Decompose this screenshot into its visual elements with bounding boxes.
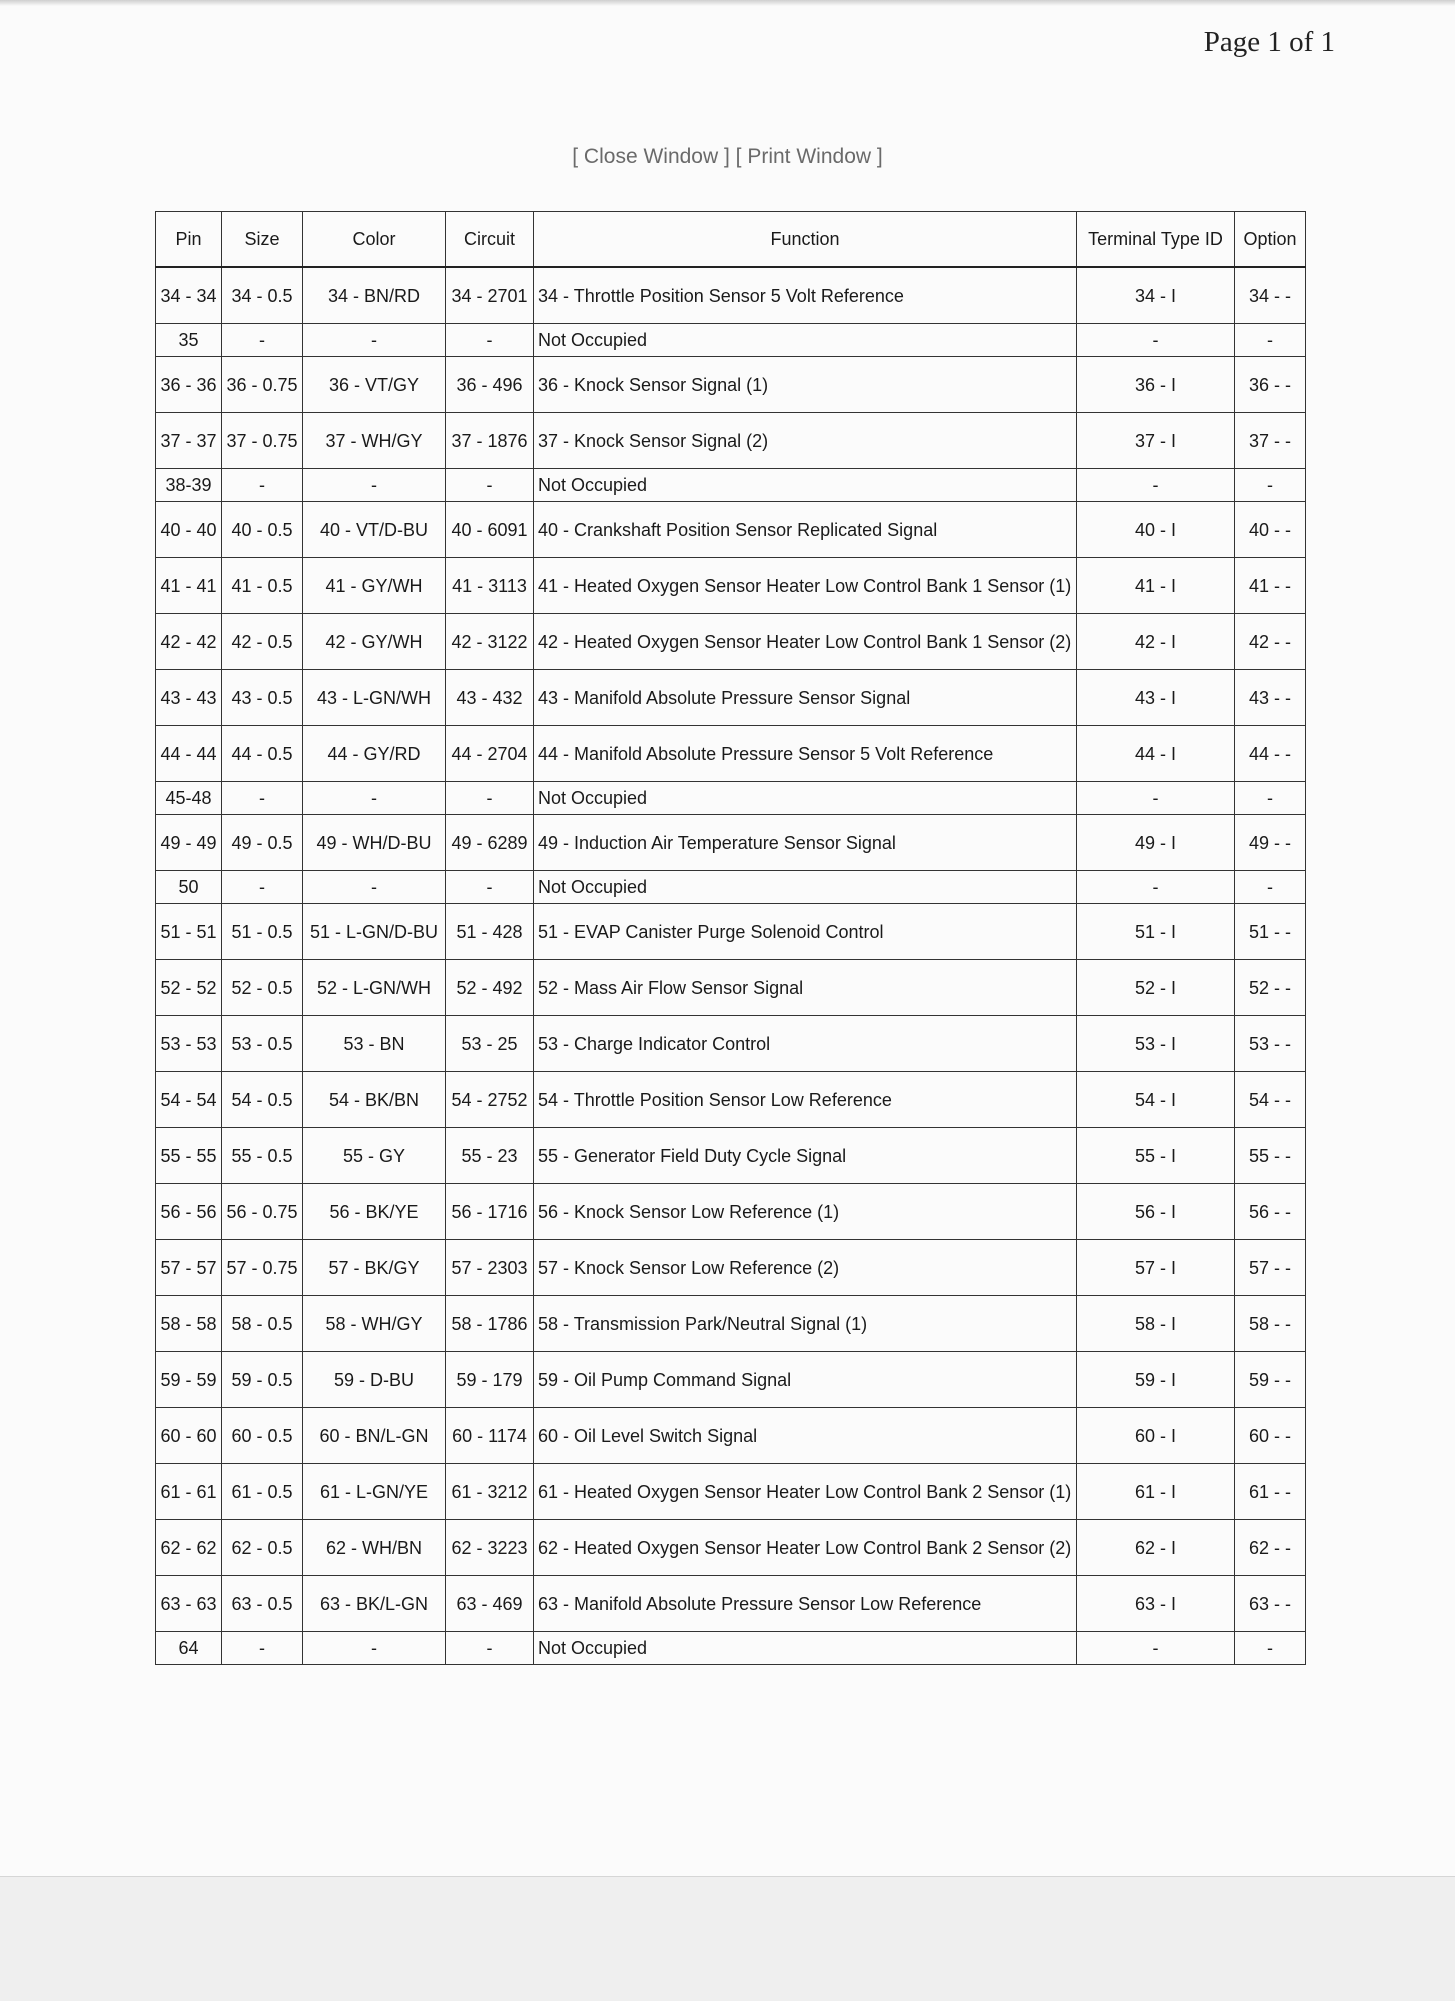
cell-terminal: - <box>1077 469 1235 502</box>
cell-option: - <box>1235 1632 1306 1665</box>
table-row <box>156 502 1306 558</box>
table-row <box>156 558 1306 614</box>
cell-terminal: 34 - I <box>1077 267 1235 324</box>
cell-terminal: 41 - I <box>1077 558 1235 614</box>
table-row <box>156 614 1306 670</box>
cell-option: 51 - - <box>1235 904 1306 960</box>
cell-function: 53 - Charge Indicator Control <box>534 1016 1077 1072</box>
cell-circuit: 56 - 1716 <box>446 1184 534 1240</box>
cell-pin: 37 - 37 <box>156 413 222 469</box>
cell-circuit: 37 - 1876 <box>446 413 534 469</box>
cell-option: 34 - - <box>1235 267 1306 324</box>
cell-function: 42 - Heated Oxygen Sensor Heater Low Control Bank 1 Sensor (2) <box>534 614 1077 670</box>
cell-option: 53 - - <box>1235 1016 1306 1072</box>
cell-size: 60 - 0.5 <box>222 1408 303 1464</box>
cell-size: 52 - 0.5 <box>222 960 303 1016</box>
table-row <box>156 267 1306 324</box>
scan-top-edge <box>0 0 1455 6</box>
cell-size: 51 - 0.5 <box>222 904 303 960</box>
cell-color: 41 - GY/WH <box>303 558 446 614</box>
cell-function: Not Occupied <box>534 1632 1077 1665</box>
cell-pin: 53 - 53 <box>156 1016 222 1072</box>
cell-terminal: 63 - I <box>1077 1576 1235 1632</box>
cell-pin: 52 - 52 <box>156 960 222 1016</box>
cell-function: 43 - Manifold Absolute Pressure Sensor Signal <box>534 670 1077 726</box>
table-row <box>156 960 1306 1016</box>
cell-pin: 44 - 44 <box>156 726 222 782</box>
cell-pin: 42 - 42 <box>156 614 222 670</box>
cell-circuit: 49 - 6289 <box>446 815 534 871</box>
cell-pin: 60 - 60 <box>156 1408 222 1464</box>
cell-color: 63 - BK/L-GN <box>303 1576 446 1632</box>
cell-option: 37 - - <box>1235 413 1306 469</box>
cell-pin: 50 <box>156 871 222 904</box>
cell-circuit: 58 - 1786 <box>446 1296 534 1352</box>
table-row <box>156 782 1306 815</box>
cell-size: 41 - 0.5 <box>222 558 303 614</box>
table-row <box>156 1296 1306 1352</box>
cell-terminal: 59 - I <box>1077 1352 1235 1408</box>
cell-size: - <box>222 782 303 815</box>
cell-pin: 41 - 41 <box>156 558 222 614</box>
cell-function: Not Occupied <box>534 782 1077 815</box>
cell-size: 62 - 0.5 <box>222 1520 303 1576</box>
window-links <box>0 145 1455 169</box>
cell-function: Not Occupied <box>534 469 1077 502</box>
cell-color: 54 - BK/BN <box>303 1072 446 1128</box>
cell-pin: 55 - 55 <box>156 1128 222 1184</box>
scan-bottom-strip <box>0 1876 1455 2001</box>
cell-terminal: 40 - I <box>1077 502 1235 558</box>
cell-terminal: 61 - I <box>1077 1464 1235 1520</box>
table-row <box>156 1408 1306 1464</box>
cell-function: 49 - Induction Air Temperature Sensor Signal <box>534 815 1077 871</box>
cell-terminal: 58 - I <box>1077 1296 1235 1352</box>
cell-terminal: 55 - I <box>1077 1128 1235 1184</box>
cell-circuit: - <box>446 324 534 357</box>
cell-color: 59 - D-BU <box>303 1352 446 1408</box>
cell-color: 56 - BK/YE <box>303 1184 446 1240</box>
cell-pin: 64 <box>156 1632 222 1665</box>
cell-color: - <box>303 871 446 904</box>
cell-color: 34 - BN/RD <box>303 267 446 324</box>
cell-circuit: 63 - 469 <box>446 1576 534 1632</box>
cell-option: 56 - - <box>1235 1184 1306 1240</box>
cell-option: - <box>1235 871 1306 904</box>
cell-circuit: 59 - 179 <box>446 1352 534 1408</box>
table-row <box>156 1016 1306 1072</box>
cell-pin: 40 - 40 <box>156 502 222 558</box>
cell-function: 41 - Heated Oxygen Sensor Heater Low Control Bank 1 Sensor (1) <box>534 558 1077 614</box>
cell-function: Not Occupied <box>534 324 1077 357</box>
cell-circuit: 36 - 496 <box>446 357 534 413</box>
cell-circuit: 42 - 3122 <box>446 614 534 670</box>
pin-table <box>155 211 1306 1665</box>
table-row <box>156 469 1306 502</box>
cell-size: 59 - 0.5 <box>222 1352 303 1408</box>
cell-size: 55 - 0.5 <box>222 1128 303 1184</box>
cell-option: - <box>1235 324 1306 357</box>
cell-circuit: 61 - 3212 <box>446 1464 534 1520</box>
cell-color: 36 - VT/GY <box>303 357 446 413</box>
cell-option: 63 - - <box>1235 1576 1306 1632</box>
cell-circuit: 54 - 2752 <box>446 1072 534 1128</box>
cell-terminal: 49 - I <box>1077 815 1235 871</box>
header-color: Color <box>303 212 446 268</box>
cell-circuit: - <box>446 1632 534 1665</box>
cell-option: 57 - - <box>1235 1240 1306 1296</box>
cell-circuit: 51 - 428 <box>446 904 534 960</box>
cell-color: 49 - WH/D-BU <box>303 815 446 871</box>
cell-pin: 61 - 61 <box>156 1464 222 1520</box>
cell-size: 34 - 0.5 <box>222 267 303 324</box>
cell-option: 60 - - <box>1235 1408 1306 1464</box>
cell-pin: 38-39 <box>156 469 222 502</box>
table-row <box>156 1352 1306 1408</box>
cell-size: 40 - 0.5 <box>222 502 303 558</box>
cell-pin: 35 <box>156 324 222 357</box>
table-row <box>156 726 1306 782</box>
cell-circuit: 55 - 23 <box>446 1128 534 1184</box>
cell-color: 42 - GY/WH <box>303 614 446 670</box>
cell-pin: 62 - 62 <box>156 1520 222 1576</box>
header-option: Option <box>1235 212 1306 268</box>
cell-function: 44 - Manifold Absolute Pressure Sensor 5 Volt Reference <box>534 726 1077 782</box>
cell-terminal: 56 - I <box>1077 1184 1235 1240</box>
cell-option: 52 - - <box>1235 960 1306 1016</box>
cell-size: - <box>222 871 303 904</box>
table-row <box>156 1632 1306 1665</box>
cell-color: 53 - BN <box>303 1016 446 1072</box>
cell-size: 53 - 0.5 <box>222 1016 303 1072</box>
cell-size: 42 - 0.5 <box>222 614 303 670</box>
cell-size: 61 - 0.5 <box>222 1464 303 1520</box>
cell-terminal: - <box>1077 324 1235 357</box>
table-row <box>156 1072 1306 1128</box>
cell-option: 58 - - <box>1235 1296 1306 1352</box>
cell-size: 54 - 0.5 <box>222 1072 303 1128</box>
cell-color: 40 - VT/D-BU <box>303 502 446 558</box>
cell-color: 55 - GY <box>303 1128 446 1184</box>
table-row <box>156 357 1306 413</box>
cell-circuit: 60 - 1174 <box>446 1408 534 1464</box>
cell-option: 36 - - <box>1235 357 1306 413</box>
cell-circuit: 41 - 3113 <box>446 558 534 614</box>
cell-option: 54 - - <box>1235 1072 1306 1128</box>
cell-function: 51 - EVAP Canister Purge Solenoid Control <box>534 904 1077 960</box>
header-pin: Pin <box>156 212 222 268</box>
cell-function: Not Occupied <box>534 871 1077 904</box>
cell-function: 57 - Knock Sensor Low Reference (2) <box>534 1240 1077 1296</box>
cell-pin: 36 - 36 <box>156 357 222 413</box>
cell-pin: 63 - 63 <box>156 1576 222 1632</box>
table-row <box>156 815 1306 871</box>
cell-color: 60 - BN/L-GN <box>303 1408 446 1464</box>
table-row <box>156 324 1306 357</box>
cell-size: 37 - 0.75 <box>222 413 303 469</box>
table-row <box>156 1240 1306 1296</box>
cell-terminal: 60 - I <box>1077 1408 1235 1464</box>
cell-color: - <box>303 1632 446 1665</box>
cell-size: 63 - 0.5 <box>222 1576 303 1632</box>
cell-size: - <box>222 324 303 357</box>
cell-color: 61 - L-GN/YE <box>303 1464 446 1520</box>
cell-function: 54 - Throttle Position Sensor Low Reference <box>534 1072 1077 1128</box>
cell-terminal: 51 - I <box>1077 904 1235 960</box>
cell-option: 61 - - <box>1235 1464 1306 1520</box>
cell-terminal: 42 - I <box>1077 614 1235 670</box>
header-size: Size <box>222 212 303 268</box>
cell-pin: 51 - 51 <box>156 904 222 960</box>
cell-option: 59 - - <box>1235 1352 1306 1408</box>
cell-option: 44 - - <box>1235 726 1306 782</box>
cell-function: 40 - Crankshaft Position Sensor Replicated Signal <box>534 502 1077 558</box>
cell-option: 42 - - <box>1235 614 1306 670</box>
cell-color: 52 - L-GN/WH <box>303 960 446 1016</box>
cell-terminal: - <box>1077 871 1235 904</box>
header-circuit: Circuit <box>446 212 534 268</box>
cell-color: 37 - WH/GY <box>303 413 446 469</box>
cell-function: 63 - Manifold Absolute Pressure Sensor Low Reference <box>534 1576 1077 1632</box>
cell-function: 55 - Generator Field Duty Cycle Signal <box>534 1128 1077 1184</box>
cell-function: 56 - Knock Sensor Low Reference (1) <box>534 1184 1077 1240</box>
cell-size: 43 - 0.5 <box>222 670 303 726</box>
cell-option: 62 - - <box>1235 1520 1306 1576</box>
header-terminal-type-id: Terminal Type ID <box>1077 212 1235 268</box>
cell-option: 49 - - <box>1235 815 1306 871</box>
cell-function: 37 - Knock Sensor Signal (2) <box>534 413 1077 469</box>
cell-pin: 54 - 54 <box>156 1072 222 1128</box>
cell-size: 44 - 0.5 <box>222 726 303 782</box>
cell-circuit: 40 - 6091 <box>446 502 534 558</box>
cell-circuit: 44 - 2704 <box>446 726 534 782</box>
cell-pin: 57 - 57 <box>156 1240 222 1296</box>
cell-function: 60 - Oil Level Switch Signal <box>534 1408 1077 1464</box>
cell-circuit: 57 - 2303 <box>446 1240 534 1296</box>
cell-pin: 49 - 49 <box>156 815 222 871</box>
cell-circuit: 34 - 2701 <box>446 267 534 324</box>
close-window-link[interactable]: [ Close Window ] <box>572 145 730 168</box>
cell-function: 61 - Heated Oxygen Sensor Heater Low Control Bank 2 Sensor (1) <box>534 1464 1077 1520</box>
cell-circuit: - <box>446 782 534 815</box>
cell-terminal: 57 - I <box>1077 1240 1235 1296</box>
cell-option: 43 - - <box>1235 670 1306 726</box>
table-row <box>156 1184 1306 1240</box>
table-row <box>156 871 1306 904</box>
header-function: Function <box>534 212 1077 268</box>
cell-color: - <box>303 324 446 357</box>
cell-terminal: 44 - I <box>1077 726 1235 782</box>
cell-pin: 58 - 58 <box>156 1296 222 1352</box>
table-body <box>156 267 1306 1665</box>
table-row <box>156 1576 1306 1632</box>
cell-option: 40 - - <box>1235 502 1306 558</box>
cell-terminal: 43 - I <box>1077 670 1235 726</box>
cell-circuit: 52 - 492 <box>446 960 534 1016</box>
cell-terminal: - <box>1077 782 1235 815</box>
cell-pin: 56 - 56 <box>156 1184 222 1240</box>
cell-terminal: 37 - I <box>1077 413 1235 469</box>
cell-circuit: - <box>446 469 534 502</box>
cell-size: 58 - 0.5 <box>222 1296 303 1352</box>
cell-function: 62 - Heated Oxygen Sensor Heater Low Control Bank 2 Sensor (2) <box>534 1520 1077 1576</box>
cell-terminal: 36 - I <box>1077 357 1235 413</box>
cell-size: 57 - 0.75 <box>222 1240 303 1296</box>
cell-circuit: 62 - 3223 <box>446 1520 534 1576</box>
cell-option: - <box>1235 469 1306 502</box>
cell-size: - <box>222 1632 303 1665</box>
table-row <box>156 670 1306 726</box>
cell-size: - <box>222 469 303 502</box>
cell-pin: 34 - 34 <box>156 267 222 324</box>
cell-function: 36 - Knock Sensor Signal (1) <box>534 357 1077 413</box>
cell-size: 36 - 0.75 <box>222 357 303 413</box>
cell-color: 43 - L-GN/WH <box>303 670 446 726</box>
cell-option: - <box>1235 782 1306 815</box>
cell-circuit: 43 - 432 <box>446 670 534 726</box>
table-row <box>156 1464 1306 1520</box>
page-number: Page 1 of 1 <box>1203 26 1335 58</box>
table-row <box>156 1128 1306 1184</box>
cell-pin: 43 - 43 <box>156 670 222 726</box>
cell-function: 59 - Oil Pump Command Signal <box>534 1352 1077 1408</box>
cell-circuit: 53 - 25 <box>446 1016 534 1072</box>
cell-pin: 45-48 <box>156 782 222 815</box>
cell-color: 57 - BK/GY <box>303 1240 446 1296</box>
cell-function: 58 - Transmission Park/Neutral Signal (1) <box>534 1296 1077 1352</box>
cell-terminal: 54 - I <box>1077 1072 1235 1128</box>
cell-terminal: 52 - I <box>1077 960 1235 1016</box>
cell-color: 62 - WH/BN <box>303 1520 446 1576</box>
cell-color: 58 - WH/GY <box>303 1296 446 1352</box>
cell-color: 44 - GY/RD <box>303 726 446 782</box>
table-row <box>156 1520 1306 1576</box>
cell-function: 52 - Mass Air Flow Sensor Signal <box>534 960 1077 1016</box>
cell-color: - <box>303 469 446 502</box>
cell-terminal: 53 - I <box>1077 1016 1235 1072</box>
cell-color: - <box>303 782 446 815</box>
cell-size: 56 - 0.75 <box>222 1184 303 1240</box>
cell-terminal: - <box>1077 1632 1235 1665</box>
cell-pin: 59 - 59 <box>156 1352 222 1408</box>
cell-terminal: 62 - I <box>1077 1520 1235 1576</box>
cell-size: 49 - 0.5 <box>222 815 303 871</box>
cell-circuit: - <box>446 871 534 904</box>
table-row <box>156 904 1306 960</box>
cell-option: 41 - - <box>1235 558 1306 614</box>
cell-function: 34 - Throttle Position Sensor 5 Volt Reference <box>534 267 1077 324</box>
cell-color: 51 - L-GN/D-BU <box>303 904 446 960</box>
table-header-row <box>156 212 1306 268</box>
table-row <box>156 413 1306 469</box>
cell-option: 55 - - <box>1235 1128 1306 1184</box>
print-window-link[interactable]: [ Print Window ] <box>735 145 883 168</box>
